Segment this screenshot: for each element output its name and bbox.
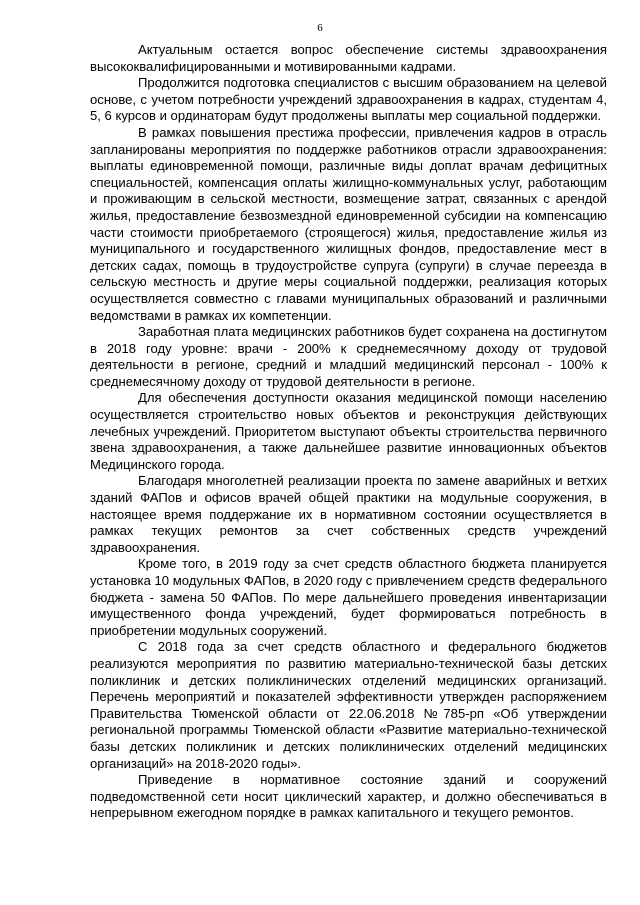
- document-body: [90, 42, 607, 822]
- paragraph-5: Для обеспечения доступности оказания медицинской помощи населению осуществляется строительство новых объектов и реконструкция действующих лечебных учреждений. Приоритетом выступают объекты строительства первичного звена здравоохранения, а также дальнейшее развитие инновационных объектов Медицинского города.: [90, 390, 607, 472]
- paragraph-7: Кроме того, в 2019 году за счет средств областного бюджета планируется установка 10 модульных ФАПов, в 2020 году с привлечением средств федерального бюджета - замена 50 ФАПов. По мере дальнейшего проведения инвентаризации имущественного фонда учреждений, будет формироваться потребность в приобретении модульных сооружений.: [90, 556, 607, 638]
- paragraph-3: В рамках повышения престижа профессии, привлечения кадров в отрасль запланированы мероприятия по поддержке работников отрасли здравоохранения: выплаты единовременной помощи, различные виды доплат врачам дефицитных специальностей, компенсация оплаты жилищно-коммунальных услуг, работающим и проживающим в сельской местности, возмещение затрат, связанных с арендой жилья, предоставление безвозмездной единовременной субсидии на компенсацию части стоимости приобретаемого (строящегося) жилья, предоставление жилья из муниципального и государственного жилищных фондов, предоставление мест в детских садах, помощь в трудоустройстве супруга (супруги) в случае переезда в сельскую местность и другие меры социальной поддержки, реализация которых осуществляется совместно с главами муниципальных образований и различными ведомствами в рамках их компетенции.: [90, 124, 607, 323]
- paragraph-9: Приведение в нормативное состояние зданий и сооружений подведомственной сети носит циклический характер, и должно обеспечиваться в непрерывном ежегодном порядке в рамках капитального и текущего ремонтов.: [90, 772, 607, 821]
- paragraph-4: Заработная плата медицинских работников будет сохранена на достигнутом в 2018 году уровне: врачи - 200% к среднемесячному доходу от трудовой деятельности в регионе, средний и младший медицинский персонал - 100% к среднемесячному доходу от трудовой деятельности в регионе.: [90, 324, 607, 389]
- paragraph-6: Благодаря многолетней реализации проекта по замене аварийных и ветхих зданий ФАПов и офисов врачей общей практики на модульные сооружения, в настоящее время поддержание их в нормативном состоянии осуществляется в рамках текущих ремонтов за счет собственных средств учреждений здравоохранения.: [90, 473, 607, 555]
- paragraph-1: Актуальным остается вопрос обеспечение системы здравоохранения высококвалифицированными и мотивированными кадрами.: [90, 42, 607, 74]
- page-number: 6: [317, 22, 323, 34]
- paragraph-8: С 2018 года за счет средств областного и федерального бюджетов реализуются мероприятия по развитию материально-технической базы детских поликлиник и детских поликлинических отделений медицинских организаций. Перечень мероприятий и показателей эффективности утвержден распоряжением Правительства Тюменской области от 22.06.2018 №785-рп «Об утверждении региональной программы Тюменской области «Развитие материально-технической базы детских поликлиник и детских поликлинических отделений медицинских организаций» на 2018-2020 годы».: [90, 639, 607, 771]
- paragraph-2: Продолжится подготовка специалистов с высшим образованием на целевой основе, с учетом потребности учреждений здравоохранения в кадрах, студентам 4, 5, 6 курсов и ординаторам будут продолжены выплаты мер социальной поддержки.: [90, 75, 607, 124]
